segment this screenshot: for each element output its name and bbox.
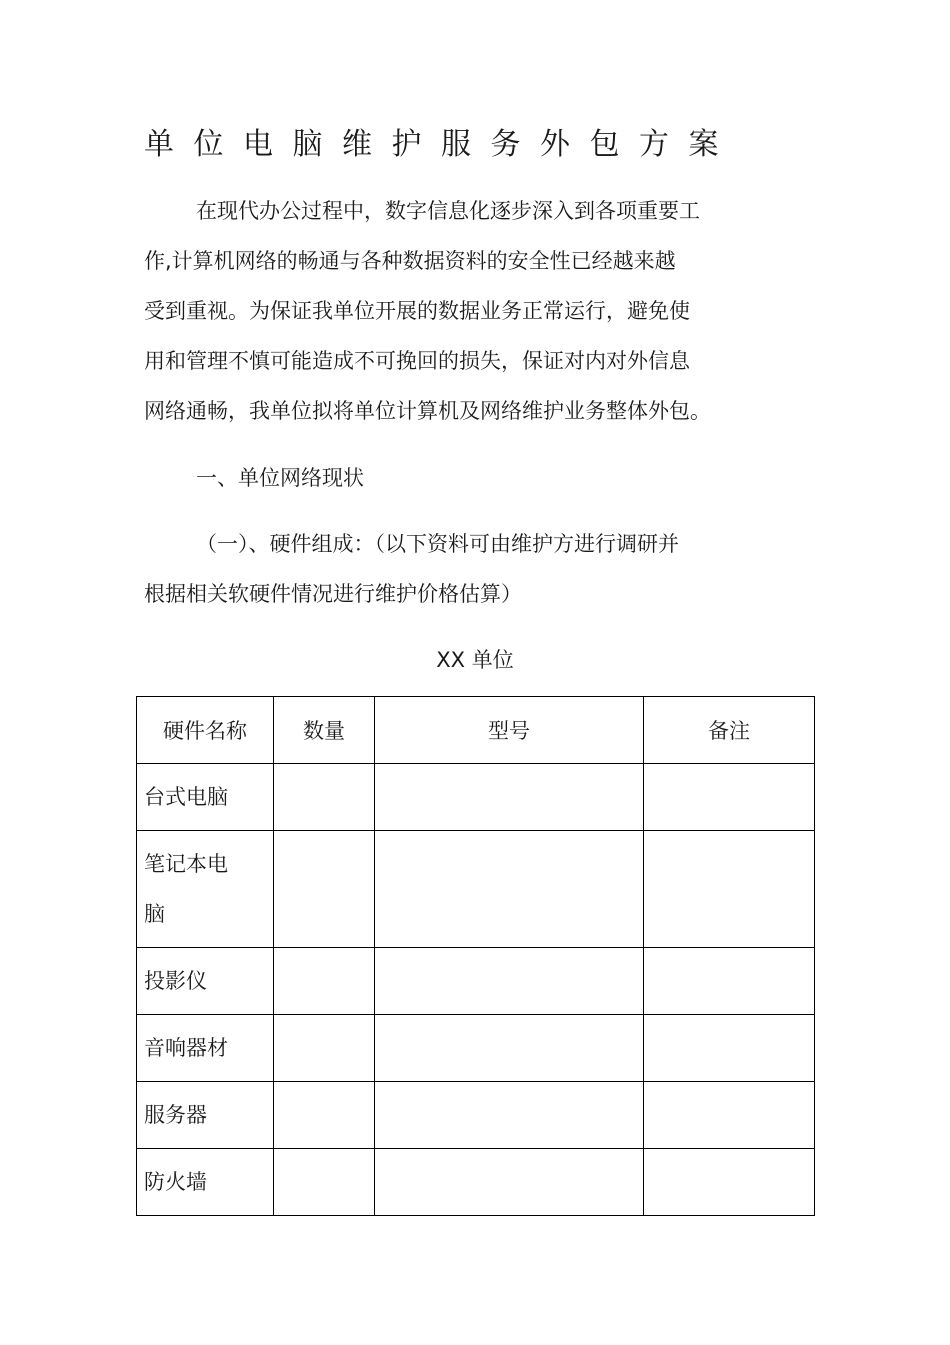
intro-line: 网络通畅，我单位拟将单位计算机及网络维护业务整体外包。: [144, 399, 711, 423]
subsection-line: 根据相关软硬件情况进行维护价格估算）: [144, 582, 522, 606]
cell-hardware-name: 台式电脑: [137, 764, 274, 831]
cell-quantity: [274, 1015, 375, 1082]
cell-model: [375, 831, 644, 948]
cell-note: [644, 1082, 815, 1149]
table-row: [137, 948, 815, 1015]
cell-hardware-name: 投影仪: [137, 948, 274, 1015]
table-row: [137, 831, 815, 948]
table-row: [137, 1082, 815, 1149]
cell-quantity: [274, 1149, 375, 1216]
cell-model: [375, 1082, 644, 1149]
header-note: 备注: [644, 697, 815, 764]
intro-paragraph: [144, 186, 764, 436]
cell-model: [375, 1015, 644, 1082]
cell-model: [375, 1149, 644, 1216]
table-row: [137, 1149, 815, 1216]
cell-hardware-name: [137, 831, 274, 948]
cell-quantity: [274, 1082, 375, 1149]
intro-line: 在现代办公过程中，数字信息化逐步深入到各项重要工: [196, 199, 700, 223]
header-hardware-name: 硬件名称: [137, 697, 274, 764]
cell-quantity: [274, 764, 375, 831]
cell-model: [375, 764, 644, 831]
header-model: 型号: [375, 697, 644, 764]
cell-quantity: [274, 831, 375, 948]
cell-hardware-name: 音响器材: [137, 1015, 274, 1082]
cell-model: [375, 948, 644, 1015]
subsection-line: （一）、硬件组成：（以下资料可由维护方进行调研并: [196, 532, 679, 556]
intro-line: 作,计算机网络的畅通与各种数据资料的安全性已经越来越: [144, 249, 676, 273]
header-quantity: 数量: [274, 697, 375, 764]
cell-note: [644, 1015, 815, 1082]
subsection-paragraph: [144, 519, 764, 619]
cell-quantity: [274, 948, 375, 1015]
intro-line: 用和管理不慎可能造成不可挽回的损失，保证对内对外信息: [144, 349, 690, 373]
table-header-row: [137, 697, 815, 764]
cell-text-line: 笔记本电: [144, 852, 228, 876]
intro-line: 受到重视。为保证我单位开展的数据业务正常运行，避免使: [144, 299, 690, 323]
cell-text-line: 脑: [144, 902, 165, 926]
cell-note: [644, 831, 815, 948]
table-row: [137, 764, 815, 831]
table-caption: XX 单位: [436, 648, 514, 672]
section-heading: 一、单位网络现状: [196, 466, 364, 490]
hardware-table: [136, 696, 815, 1216]
page-title: 单位电脑维护服务外包方案: [144, 127, 738, 162]
table-row: [137, 1015, 815, 1082]
cell-note: [644, 1149, 815, 1216]
cell-note: [644, 948, 815, 1015]
cell-hardware-name: 防火墙: [137, 1149, 274, 1216]
cell-note: [644, 764, 815, 831]
cell-hardware-name: 服务器: [137, 1082, 274, 1149]
